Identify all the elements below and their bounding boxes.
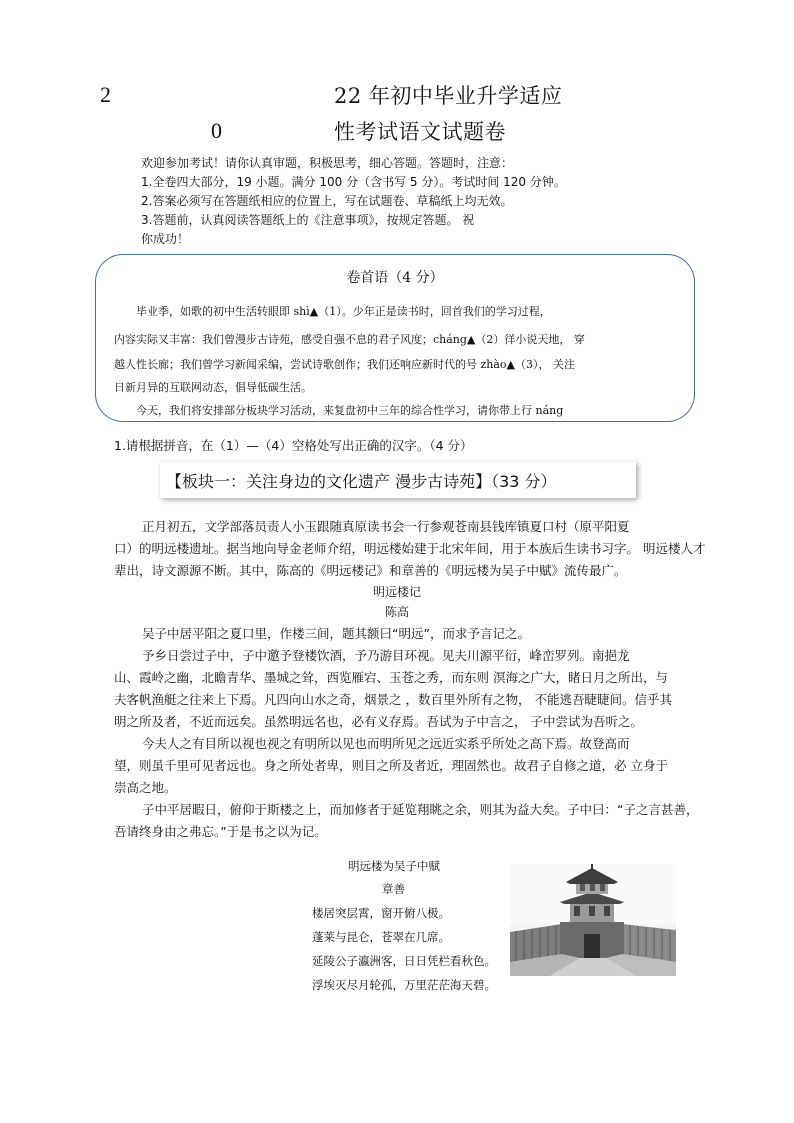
notice-line-4: 3.答题前，认真阅读答题纸上的《注意事项》，按规定答题。 祝	[141, 213, 475, 227]
preface-line-4: 日新月异的互联网动态，倡导低碳生活。	[114, 381, 312, 394]
poem-line-1: 楼居突层霄，窗开俯八极。	[312, 906, 450, 920]
essay-line-4: 夫客帆渔艇之往来上下焉。凡四向山水之奇，烟景之 ，数百里外所有之物， 不能逃吾睫睫间。信乎其	[114, 692, 672, 707]
essay-line-9: 子中平居暇日，俯仰于斯楼之上，而加修者于延览翔眺之余，则其为益大矣。子中曰：“子之言甚善，	[142, 802, 699, 817]
poem-title: 明远楼为吴子中赋	[348, 859, 440, 873]
essay-line-2: 予乡日尝过子中，子中邀予登楼饮酒，予乃游目环视。见夫川源平衍，峰峦罗列。南挹龙	[142, 648, 630, 663]
header-char-2: 2	[100, 82, 111, 107]
poem-author: 章善	[382, 882, 405, 896]
essay-line-5: 明之所及者，不近而远矣。虽然明远名也，必有义存焉。吾试为子中言之， 子中尝试为吾听之。	[114, 714, 643, 729]
essay-line-8: 崇高之地。	[114, 780, 177, 795]
preface-line-1: 毕业季，如歌的初中生活转眼即 shì▲（1）。少年正是读书时，回首我们的学习过程，	[136, 305, 551, 318]
poem-line-4: 浮埃灭尽月轮孤，万里茫茫海天碧。	[312, 978, 496, 992]
notice-line-3: 2.答案必须写在答题纸相应的位置上，写在试题卷、草稿纸上均无效。	[141, 194, 513, 208]
preface-line-5: 今天，我们将安排部分板块学习活动，来复盘初中三年的综合性学习，请你带上行 náng	[136, 404, 564, 417]
intro-line-1: 正月初五，文学部落员责人小玉跟随真原读书会一行参观苍南县钱库镇夏口村（原平阳夏	[142, 519, 630, 534]
tower-photo	[510, 864, 676, 976]
section-banner	[160, 462, 636, 498]
intro-line-3: 辈出，诗文源源不断。其中，陈高的《明远楼记》和章善的《明远楼为吴子中赋》流传最广。	[114, 563, 627, 578]
page-title-line1: 22 年初中毕业升学适应	[334, 84, 563, 108]
page-title-line2: 性考试语文试题卷	[334, 120, 506, 144]
preface-line-3: 越人性长廊；我们曾学习新闻采编，尝试诗歌创作；我们还响应新时代的号 zhào▲（3）， 关注	[114, 358, 576, 371]
notice-line-1: 欢迎参加考试！请你认真审题，积极思考，细心答题。答题时，注意：	[141, 156, 514, 170]
essay-title: 明远楼记	[372, 585, 421, 599]
notice-line-2: 1.全卷四大部分，19 小题。满分 100 分（含书写 5 分）。考试时间 120 分钟。	[141, 175, 566, 189]
preface-title: 卷首语（4 分）	[346, 270, 444, 286]
essay-line-1: 吴子中居平阳之夏口里，作楼三间，题其额曰“明远”，而求予言记之。	[142, 626, 530, 641]
essay-author: 陈高	[384, 605, 409, 619]
poem-line-3: 延陵公子瀛洲客，日日凭栏看秋色。	[312, 954, 496, 968]
poem-line-2: 蓬莱与昆仑，苍翠在几席。	[312, 930, 450, 944]
preface-box	[95, 254, 695, 422]
notice-line-5: 你成功！	[141, 232, 190, 246]
question-1: 1.请根据拼音，在（1）—（4）空格处写出正确的汉字。（4 分）	[114, 438, 473, 453]
essay-line-6: 今夫人之有目所以视也视之有明所以见也而明所见之远近实系乎所处之高下焉。故登高而	[142, 736, 630, 751]
essay-line-7: 望，则虽千里可见者远也。身之所处者卑，则目之所及者近，理固然也。故君子自修之道，必 立身于	[114, 758, 668, 773]
essay-line-10: 吾请终身由之弗忘。”于是书之以为记。	[114, 824, 327, 839]
essay-line-3: 山、霞岭之幽，北瞻青华、墨城之耸，西览雁宕、玉苍之秀，而东则 溟海之广大，睹日月之所出，与	[114, 670, 668, 685]
header-char-0: 0	[211, 118, 222, 143]
section-title: 【板块一：关注身边的文化遗产 漫步古诗苑】（33 分）	[166, 472, 557, 491]
preface-line-2: 内容实际又丰富：我们曾漫步古诗苑，感受自强不息的君子风度；cháng▲（2）徉小说天地， 穿	[114, 333, 585, 346]
intro-line-2: 口）的明远楼遗址。据当地向导金老师介绍，明远楼始建于北宋年间，用于本族后生读书习字。 明远楼人才	[114, 541, 706, 556]
